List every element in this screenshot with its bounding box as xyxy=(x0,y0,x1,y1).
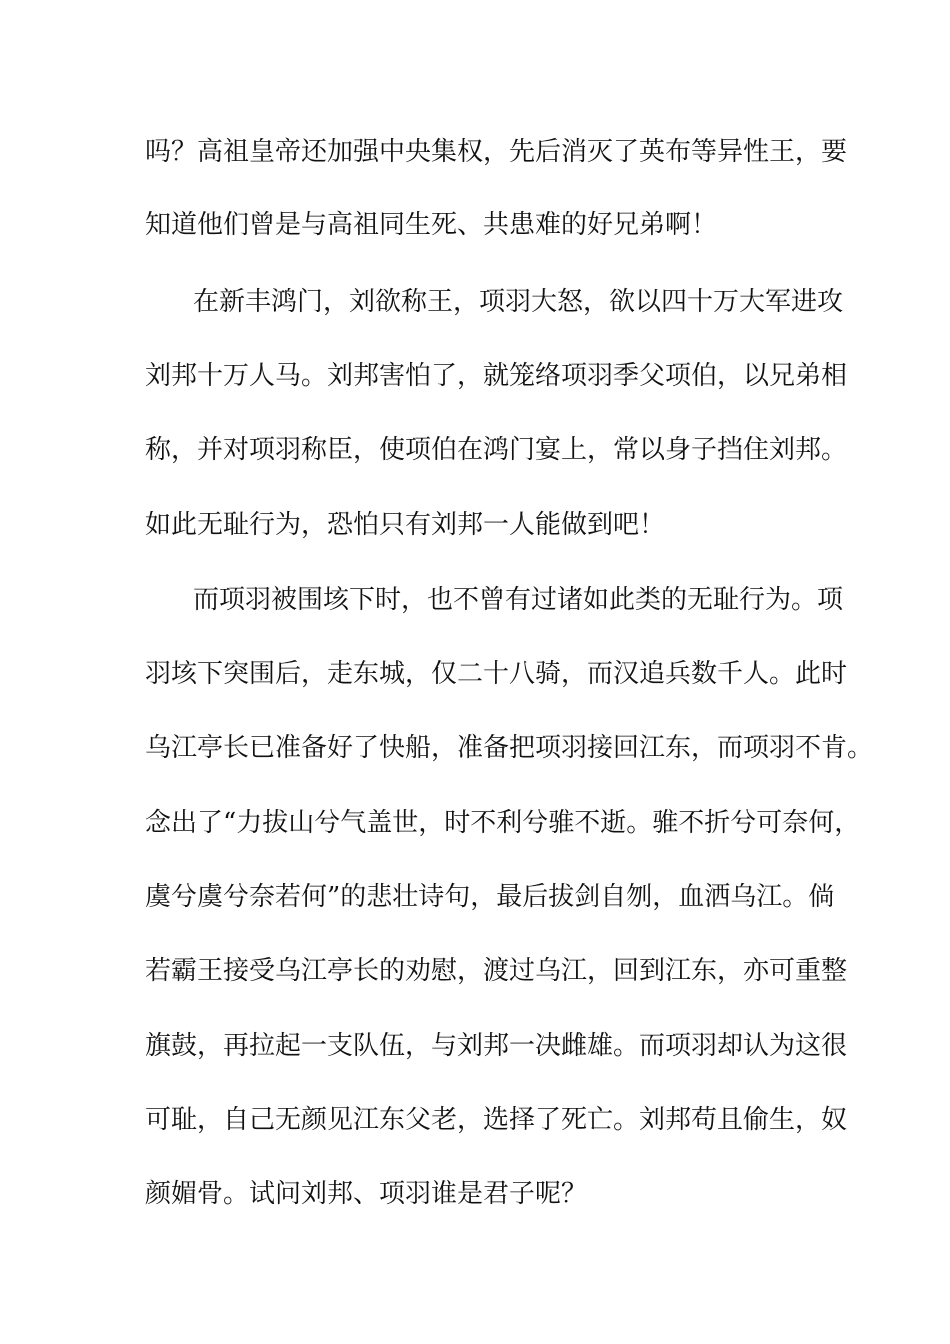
text-line-1: 吗？高祖皇帝还加强中央集权，先后消灭了英布等异性王，要 xyxy=(145,137,848,167)
text-line-13: 旗鼓，再拉起一支队伍，与刘邦一决雌雄。而项羽却认为这很 xyxy=(145,1031,848,1061)
text-line-12: 若霸王接受乌江亭长的劝慰，渡过乌江，回到江东，亦可重整 xyxy=(145,956,848,986)
text-line-2: 知道他们曾是与高祖同生死、共患难的好兄弟啊！ xyxy=(145,210,718,240)
text-line-11: 虞兮虞兮奈若何”的悲壮诗句，最后拔剑自刎，血洒乌江。倘 xyxy=(145,882,835,912)
text-line-7: 而项羽被围垓下时，也不曾有过诸如此类的无耻行为。项 xyxy=(193,585,844,615)
text-line-3: 在新丰鸿门，刘欲称王，项羽大怒，欲以四十万大军进攻 xyxy=(193,287,844,317)
text-line-9: 乌江亭长已准备好了快船，准备把项羽接回江东，而项羽不肯。 xyxy=(145,733,874,763)
text-line-14: 可耻，自己无颜见江东父老，选择了死亡。刘邦苟且偷生，奴 xyxy=(145,1105,848,1135)
text-line-10: 念出了“力拔山兮气盖世，时不利兮骓不逝。骓不折兮可奈何， xyxy=(145,808,861,838)
text-line-15: 颜媚骨。试问刘邦、项羽谁是君子呢？ xyxy=(145,1179,588,1209)
text-line-5: 称，并对项羽称臣，使项伯在鸿门宴上，常以身子挡住刘邦。 xyxy=(145,435,848,465)
text-line-8: 羽垓下突围后，走东城，仅二十八骑，而汉追兵数千人。此时 xyxy=(145,659,848,689)
text-line-4: 刘邦十万人马。刘邦害怕了，就笼络项羽季父项伯，以兄弟相 xyxy=(145,361,848,391)
text-line-6: 如此无耻行为，恐怕只有刘邦一人能做到吧！ xyxy=(145,510,666,540)
